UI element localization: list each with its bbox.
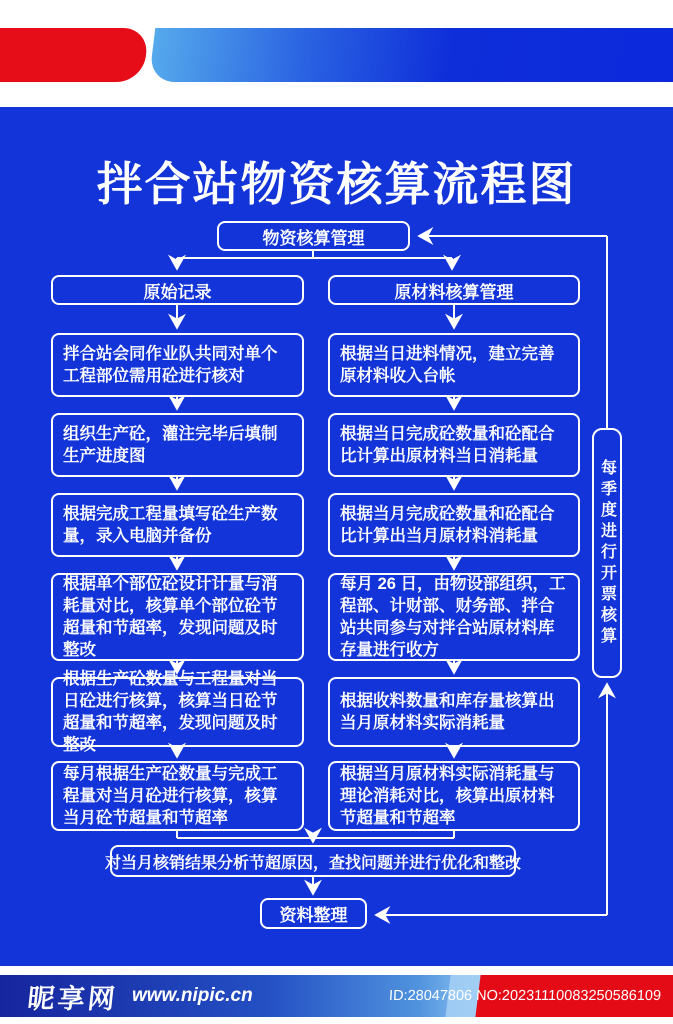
node-right-header: 原材料核算管理 [328, 275, 580, 305]
node-left-header: 原始记录 [51, 275, 304, 305]
nipic-logo: 昵享网 [26, 983, 120, 1014]
node-right-step-4: 每月 26 日，由物设部组织，工程部、计财部、财务部、拌合站共同参与对拌合站原材料库存量进行收方 [328, 573, 580, 661]
node-left-step-4: 根据单个部位砼设计计量与消耗量对比，核算单个部位砼节超量和节超率，发现问题及时整改 [51, 573, 304, 661]
node-right-step-1: 根据当日进料情况，建立完善原材料收入台帐 [328, 333, 580, 397]
node-merge-analysis: 对当月核销结果分析节超原因，查找问题并进行优化和整改 [110, 845, 516, 877]
node-right-step-6: 根据当月原材料实际消耗量与理论消耗对比，核算出原材料节超量和节超率 [328, 761, 580, 831]
nipic-url: www.nipic.cn [132, 985, 253, 1006]
flowchart-panel [0, 107, 673, 966]
node-left-step-2: 组织生产砼，灌注完毕后填制生产进度图 [51, 413, 304, 477]
node-root: 物资核算管理 [217, 221, 410, 251]
image-id-badge: ID:28047806 NO:20231110083250586109 [388, 988, 662, 1004]
header-blue-ribbon [149, 28, 673, 82]
node-left-step-3: 根据完成工程量填写砼生产数量，录入电脑并备份 [51, 493, 304, 557]
node-left-step-1: 拌合站会同作业队共同对单个工程部位需用砼进行核对 [51, 333, 304, 397]
connector-merge [177, 831, 454, 838]
node-left-step-5: 根据生产砼数量与工程量对当日砼进行核算，核算当日砼节超量和节超率，发现问题及时整改 [51, 677, 304, 747]
page-title: 拌合站物资核算流程图 [96, 158, 577, 210]
node-final: 资料整理 [260, 898, 367, 929]
node-left-step-6: 每月根据生产砼数量与完成工程量对当月砼进行核算，核算当月砼节超量和节超率 [51, 761, 304, 831]
footer-brand [28, 975, 253, 1017]
node-right-step-3: 根据当月完成砼数量和砼配合比计算出当月原材料消耗量 [328, 493, 580, 557]
node-quarterly-loop: 每季度进行开票核算 [592, 428, 622, 678]
connector-root-split [177, 251, 452, 258]
node-right-step-5: 根据收料数量和库存量核算出当月原材料实际消耗量 [328, 677, 580, 747]
footer-bar [0, 975, 673, 1017]
node-right-step-2: 根据当日完成砼数量和砼配合比计算出原材料当日消耗量 [328, 413, 580, 477]
header-red-ribbon [0, 28, 149, 82]
